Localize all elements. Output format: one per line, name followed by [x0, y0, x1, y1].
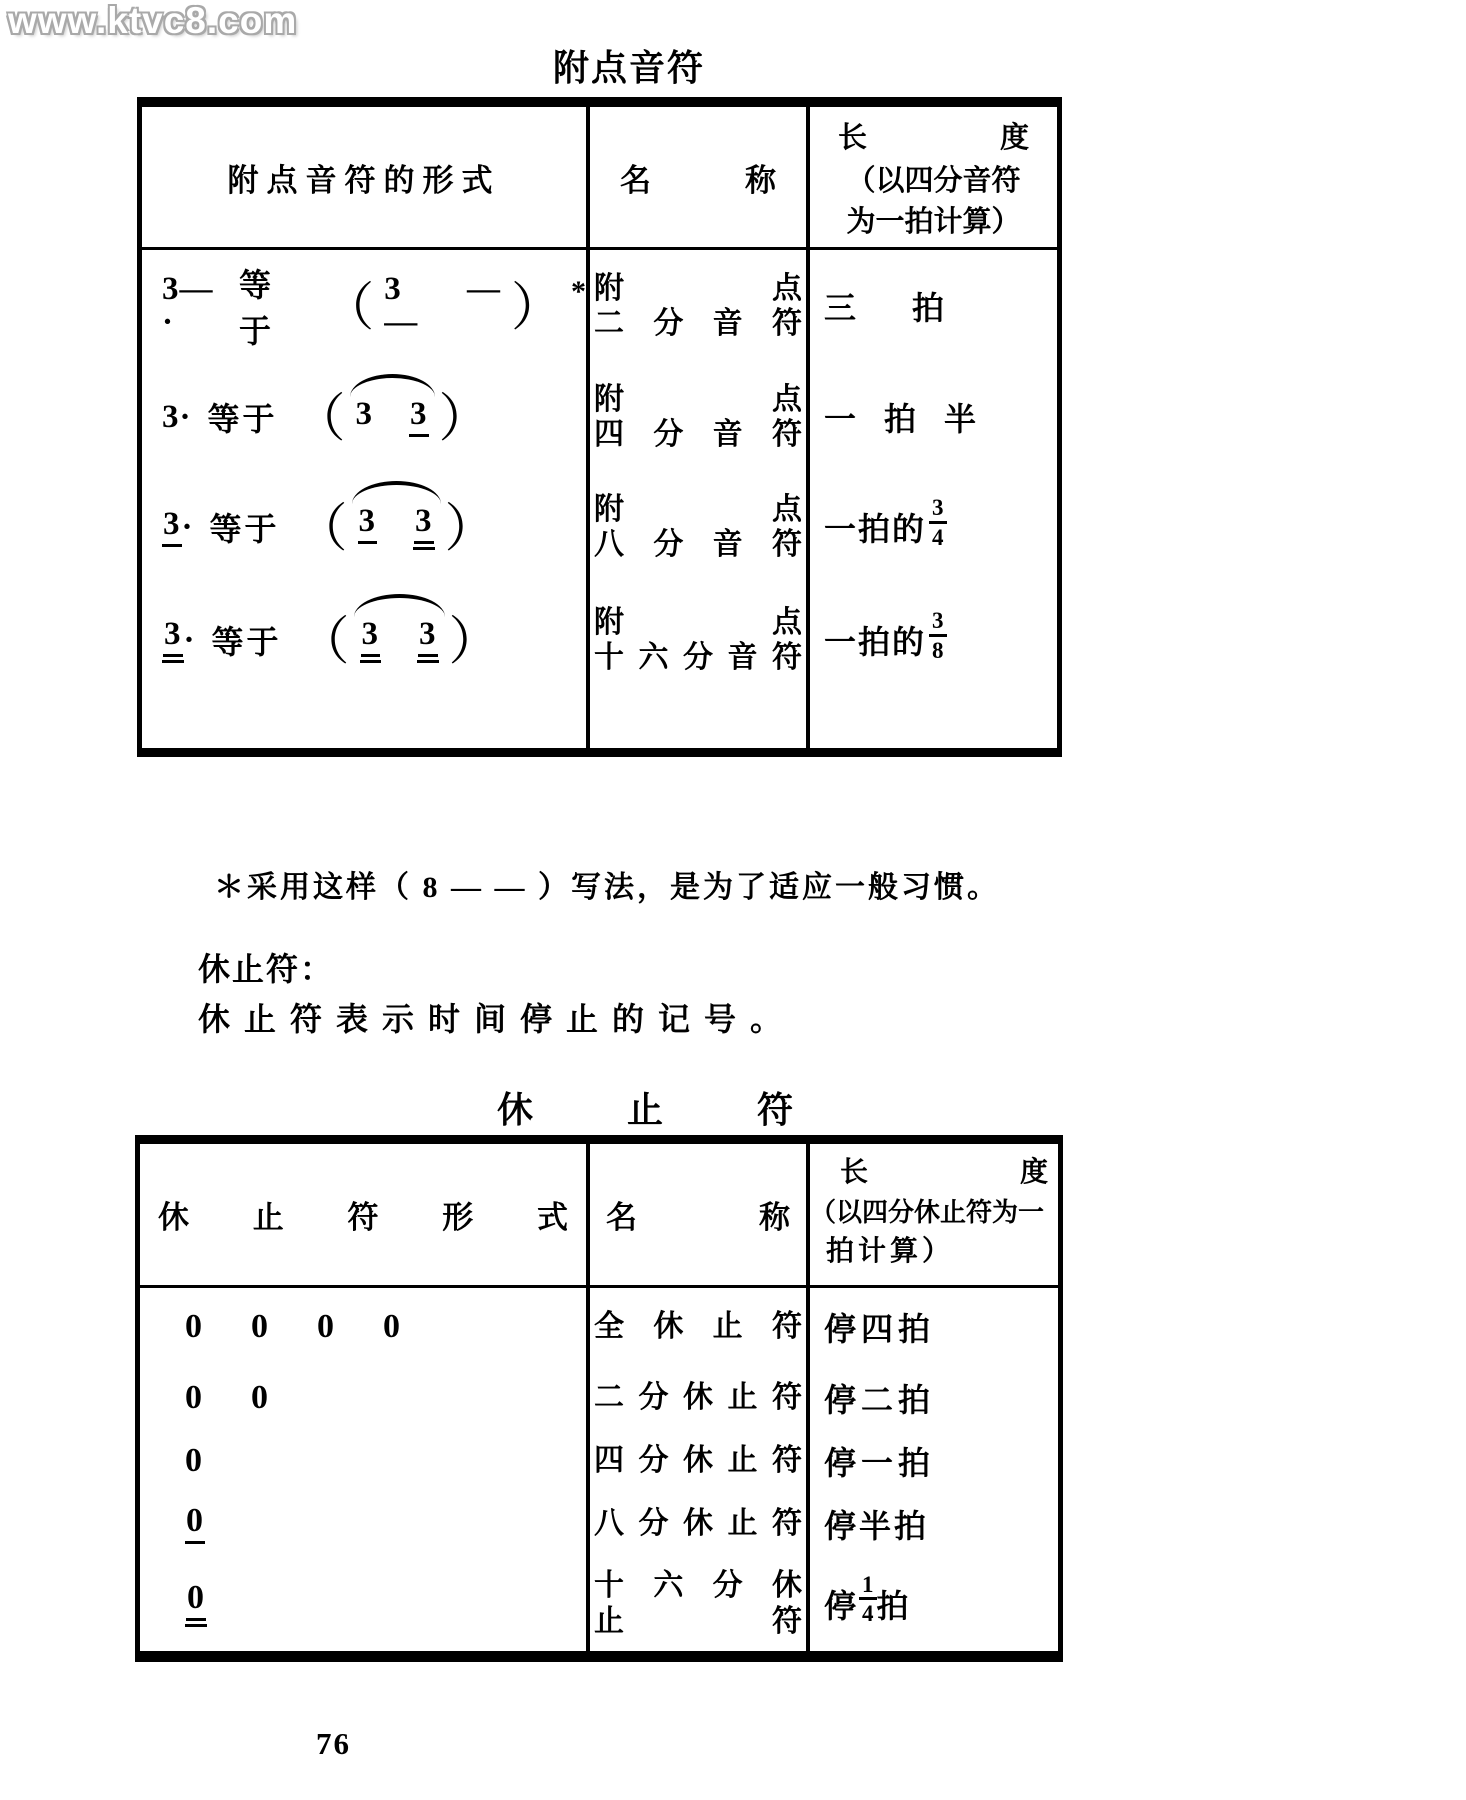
name-char: 音	[712, 528, 743, 561]
jianpu-token: 0	[185, 1379, 203, 1416]
tied-note-group	[350, 502, 443, 550]
name-line	[594, 417, 802, 452]
name-line	[594, 605, 802, 640]
name-line	[594, 527, 802, 562]
name-char: 附	[594, 271, 624, 305]
jianpu-underline	[162, 505, 182, 547]
notation-form-cell: 3—· 等于 （ 3— — ） *	[142, 260, 586, 352]
name-char: 六	[653, 1569, 684, 1603]
tie-arc	[354, 594, 445, 617]
rests-table-body	[140, 1288, 1058, 1651]
duration-cell	[810, 394, 1057, 440]
duration-cell	[810, 1438, 1058, 1484]
jianpu-token: 3·	[162, 398, 192, 435]
name-char: 符	[771, 1310, 802, 1344]
notation-form-cell: 3 · 等于 （ 3 3 ）	[142, 617, 586, 663]
jianpu-underline	[360, 615, 382, 663]
name-line	[594, 382, 802, 417]
name-char: 休	[771, 1569, 802, 1603]
jianpu-token: 3	[355, 395, 374, 432]
notation-form-cell: 3 · 等于 （ 3 3 ）	[142, 504, 586, 550]
name-line	[594, 640, 802, 675]
name-line	[594, 1568, 802, 1603]
name-line	[594, 1309, 802, 1344]
duration-text: 停四拍	[824, 1311, 936, 1347]
jianpu-token: 0	[317, 1308, 335, 1345]
jianpu-underline	[409, 395, 429, 437]
jianpu-token: ·	[183, 621, 196, 658]
rest-row	[140, 1492, 1058, 1556]
name-cell	[590, 1380, 806, 1415]
tied-note-group	[352, 615, 447, 663]
jianpu-underline	[358, 502, 378, 544]
jianpu-token: 0	[251, 1379, 269, 1416]
header-name-char: 称	[759, 1200, 790, 1235]
name-cell	[590, 1443, 806, 1478]
name-char: 符	[772, 641, 802, 674]
duration-cell	[810, 1501, 1058, 1547]
jianpu-token: 3—·	[162, 271, 214, 340]
name-char: 分	[638, 1507, 669, 1541]
header-name-column	[590, 107, 806, 247]
name-char: 分	[638, 1381, 669, 1415]
header-length-column	[810, 107, 1057, 247]
name-char: 二	[594, 307, 624, 340]
rests-definition-sentence: 休止符表示时间停止的记号。	[198, 1001, 797, 1037]
fraction	[859, 1573, 877, 1626]
name-cell	[590, 492, 806, 563]
rest-row	[140, 1288, 1058, 1366]
name-char: 音	[712, 418, 743, 451]
jianpu-token: 3	[164, 615, 182, 652]
fraction-denominator: 4	[929, 521, 947, 550]
duration-text: 三拍	[824, 290, 1001, 326]
fraction-denominator: 4	[859, 1597, 877, 1626]
jianpu-token: 3	[410, 395, 428, 432]
jianpu-token: 3	[163, 505, 181, 542]
jianpu-token: 0	[251, 1308, 269, 1345]
jianpu-token: —	[466, 271, 501, 307]
duration-text: 停半拍	[824, 1508, 930, 1544]
rest-form-cell	[140, 1381, 586, 1415]
equals-text: 等于	[207, 401, 278, 437]
name-char: 八	[594, 528, 624, 561]
notation-form-cell: 3· 等于 （ 3 3 ）	[142, 394, 586, 440]
fraction-numerator: 3	[932, 495, 944, 521]
name-cell	[590, 1506, 806, 1541]
name-char: 音	[727, 641, 758, 674]
rest-row	[140, 1366, 1058, 1430]
table-footnote: ＊采用这样（ 8 — — ）写法，是为了适应一般习惯。	[214, 871, 1000, 904]
page-number: 76	[316, 1726, 351, 1761]
name-char: 音	[712, 307, 743, 340]
name-char: 全	[594, 1310, 624, 1344]
duration-text: 停	[824, 1587, 857, 1624]
header-form-column: 附点音符的形式	[227, 162, 501, 198]
name-line	[594, 1380, 802, 1415]
dotted-notes-title: 附点音符	[553, 48, 706, 88]
name-char: 休	[653, 1310, 684, 1344]
duration-cell	[810, 608, 1057, 666]
name-char: 十	[594, 1569, 624, 1603]
tie-arc	[350, 374, 435, 397]
jianpu-underline	[418, 615, 438, 657]
jianpu-token: 3	[415, 502, 433, 539]
name-cell	[590, 1309, 806, 1344]
duration-text: 停一拍	[824, 1445, 936, 1481]
name-cell	[590, 271, 806, 342]
duration-cell	[810, 283, 1057, 329]
name-char: 四	[594, 418, 624, 451]
duration-cell	[810, 495, 1057, 553]
fraction-numerator: 3	[932, 608, 944, 634]
jianpu-underline	[361, 615, 381, 657]
name-cell	[590, 382, 806, 453]
equals-text: 等于	[209, 511, 280, 547]
name-line	[594, 271, 802, 306]
name-char: 符	[771, 307, 802, 340]
equals-text: 等于	[239, 267, 275, 349]
rest-form-cell	[140, 1578, 586, 1627]
rest-form-cell	[140, 1444, 586, 1478]
name-char: 分	[653, 528, 684, 561]
rests-title-char: 止	[626, 1090, 663, 1130]
jianpu-underline	[414, 502, 434, 544]
header-name-column	[590, 1144, 806, 1285]
name-char: 符	[772, 1507, 802, 1541]
rest-form-cell	[140, 1310, 586, 1344]
duration-cell	[810, 1304, 1058, 1350]
jianpu-token: 0	[186, 1502, 204, 1539]
header-form-column: 休止符形式	[158, 1200, 568, 1235]
duration-text: 一拍半	[824, 401, 1005, 437]
header-length-line2: （以四分休止符为一	[810, 1198, 1045, 1227]
rest-row	[140, 1556, 1058, 1651]
duration-cell	[810, 1571, 1058, 1630]
header-name-char: 名	[606, 1200, 637, 1235]
name-char: 四	[594, 1444, 624, 1478]
name-char: 止	[727, 1444, 758, 1478]
rests-section-label: 休止符：	[198, 951, 335, 987]
duration-text: 一拍的	[824, 511, 927, 547]
dotted-note-row	[142, 472, 1057, 582]
name-char: 点	[772, 492, 802, 526]
jianpu-underline	[417, 615, 439, 663]
jianpu-underline	[162, 615, 184, 663]
name-char: 休	[683, 1381, 713, 1415]
name-line	[594, 1604, 802, 1639]
jianpu-token: 3	[358, 502, 377, 539]
name-char: 附	[594, 605, 624, 639]
name-char: 止	[594, 1604, 624, 1638]
footnote-marker: *	[571, 275, 586, 308]
name-char: 二	[594, 1381, 624, 1415]
name-char: 分	[638, 1444, 669, 1478]
jianpu-underline	[163, 615, 183, 657]
header-length-line2: （以四分音符	[846, 165, 1021, 197]
name-char: 点	[772, 382, 802, 416]
jianpu-underline	[185, 1504, 205, 1544]
duration-text: 一拍的	[824, 624, 927, 660]
header-length-char: 度	[1019, 1157, 1048, 1188]
name-char: 符	[772, 1444, 802, 1478]
name-char: 止	[712, 1310, 743, 1344]
jianpu-token: 0	[383, 1308, 401, 1345]
tied-note-group	[376, 273, 509, 339]
rests-table	[135, 1135, 1063, 1662]
name-char: 分	[653, 418, 684, 451]
fraction	[929, 609, 947, 662]
header-length-line1	[810, 1148, 1058, 1190]
name-char: 分	[653, 307, 684, 340]
fraction-denominator: 8	[929, 634, 947, 663]
name-char: 休	[683, 1507, 713, 1541]
equals-text: 等于	[211, 624, 282, 660]
name-char: 点	[772, 605, 802, 639]
jianpu-token: 0	[185, 1308, 203, 1345]
name-char: 附	[594, 382, 624, 416]
header-name-char: 称	[745, 162, 776, 198]
header-length-char: 度	[999, 122, 1029, 154]
jianpu-underline	[185, 1578, 207, 1627]
name-char: 六	[638, 641, 669, 674]
name-char: 符	[772, 1604, 802, 1638]
header-length-column	[810, 1144, 1058, 1285]
name-char: 止	[727, 1381, 758, 1415]
dotted-note-row	[142, 250, 1057, 362]
name-cell	[590, 1568, 806, 1639]
name-char: 附	[594, 492, 624, 526]
name-char: 分	[712, 1569, 743, 1603]
dotted-note-row	[142, 582, 1057, 698]
jianpu-token: 3—	[384, 271, 419, 340]
rests-title-char: 符	[756, 1090, 793, 1130]
header-name-char: 名	[620, 162, 651, 198]
name-char: 点	[772, 271, 802, 305]
name-char: 符	[771, 418, 802, 451]
fraction-numerator: 1	[862, 1571, 874, 1597]
name-char: 十	[594, 641, 624, 674]
header-length-line3: 为一拍计算）	[846, 206, 1021, 238]
duration-text: 拍	[876, 1587, 909, 1624]
name-char: 八	[594, 1507, 624, 1541]
jianpu-token: ·	[181, 508, 194, 545]
dotted-notes-table	[137, 97, 1062, 757]
rests-title-char: 休	[497, 1090, 534, 1130]
watermark-text: www.ktvc8.com	[8, 0, 298, 41]
name-char: 分	[683, 641, 713, 674]
header-length-char: 长	[838, 122, 868, 154]
rests-title	[497, 1082, 793, 1133]
jianpu-token: 3	[419, 615, 437, 652]
jianpu-token: 0	[185, 1442, 203, 1479]
header-length-line3: 拍计算）	[826, 1236, 955, 1267]
name-char: 符	[771, 528, 802, 561]
dotted-notes-table-body	[142, 250, 1057, 748]
name-line	[594, 306, 802, 341]
jianpu-token: 3	[361, 615, 380, 652]
header-length-char: 长	[840, 1157, 869, 1188]
header-length-line1	[810, 115, 1057, 156]
name-line	[594, 492, 802, 527]
jianpu-token: 0	[187, 1578, 205, 1616]
tie-arc	[352, 481, 441, 504]
rest-form-cell	[140, 1504, 586, 1544]
duration-text: 停二拍	[824, 1382, 936, 1418]
name-line	[594, 1443, 802, 1478]
name-line	[594, 1506, 802, 1541]
tied-note-group	[348, 395, 437, 437]
dotted-note-row	[142, 362, 1057, 472]
fraction	[929, 496, 947, 549]
name-char: 符	[772, 1381, 802, 1415]
jianpu-underline	[186, 1578, 206, 1621]
duration-cell	[810, 1375, 1058, 1421]
name-cell	[590, 605, 806, 676]
name-char: 休	[683, 1444, 713, 1478]
rest-row	[140, 1430, 1058, 1492]
name-char: 止	[727, 1507, 758, 1541]
jianpu-underline	[413, 502, 435, 550]
